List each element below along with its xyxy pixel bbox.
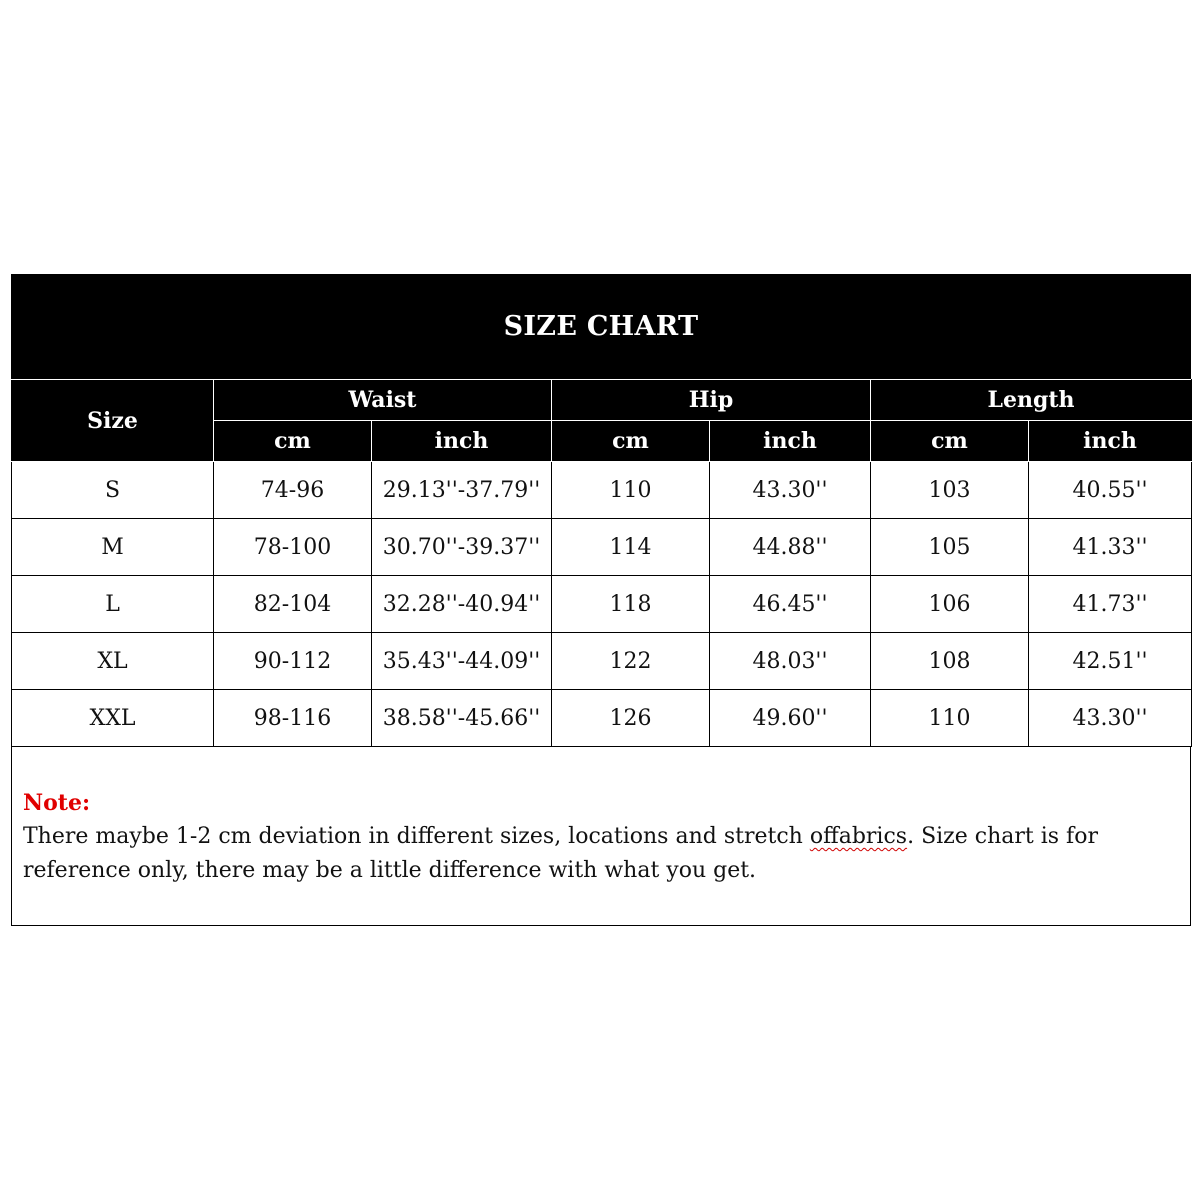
length-inch-cell: 41.73'': [1029, 576, 1192, 633]
size-cell: XL: [12, 633, 214, 690]
chart-title: SIZE CHART: [11, 274, 1191, 379]
length-inch-cell: 41.33'': [1029, 519, 1192, 576]
table-row: [12, 633, 1192, 690]
waist-inch-header: inch: [372, 421, 552, 462]
length-cm-cell: 108: [871, 633, 1029, 690]
table-row: [12, 519, 1192, 576]
waist-inch-cell: 30.70''-39.37'': [372, 519, 552, 576]
spellcheck-flagged-word: offabrics: [809, 824, 908, 849]
waist-inch-cell: 38.58''-45.66'': [372, 690, 552, 747]
waist-cm-cell: 74-96: [214, 462, 372, 519]
size-column-header: Size: [12, 380, 214, 462]
hip-inch-cell: 46.45'': [710, 576, 871, 633]
hip-inch-cell: 44.88'': [710, 519, 871, 576]
waist-group-header: Waist: [214, 380, 552, 421]
hip-inch-cell: 48.03'': [710, 633, 871, 690]
waist-cm-cell: 82-104: [214, 576, 372, 633]
length-cm-cell: 106: [871, 576, 1029, 633]
size-cell: L: [12, 576, 214, 633]
hip-cm-cell: 118: [552, 576, 710, 633]
length-inch-header: inch: [1029, 421, 1192, 462]
table-row: [12, 690, 1192, 747]
size-chart: [11, 274, 1191, 926]
hip-cm-cell: 110: [552, 462, 710, 519]
note-text-before: There maybe 1-2 cm deviation in different sizes, locations and stretch: [23, 824, 810, 849]
length-cm-cell: 110: [871, 690, 1029, 747]
hip-cm-cell: 114: [552, 519, 710, 576]
size-cell: S: [12, 462, 214, 519]
hip-cm-cell: 122: [552, 633, 710, 690]
length-cm-cell: 103: [871, 462, 1029, 519]
waist-inch-cell: 32.28''-40.94'': [372, 576, 552, 633]
waist-cm-cell: 98-116: [214, 690, 372, 747]
waist-inch-cell: 35.43''-44.09'': [372, 633, 552, 690]
table-row: [12, 462, 1192, 519]
note-text: [23, 820, 1183, 888]
waist-inch-cell: 29.13''-37.79'': [372, 462, 552, 519]
hip-group-header: Hip: [552, 380, 871, 421]
hip-inch-header: inch: [710, 421, 871, 462]
size-cell: XXL: [12, 690, 214, 747]
hip-cm-cell: 126: [552, 690, 710, 747]
table-row: [12, 576, 1192, 633]
note-text-after: . Size chart is for reference only, there may be a little difference with what you get.: [23, 824, 1098, 883]
length-cm-cell: 105: [871, 519, 1029, 576]
size-table: [11, 379, 1192, 747]
hip-inch-cell: 43.30'': [710, 462, 871, 519]
length-inch-cell: 42.51'': [1029, 633, 1192, 690]
length-group-header: Length: [871, 380, 1192, 421]
hip-cm-header: cm: [552, 421, 710, 462]
size-cell: M: [12, 519, 214, 576]
waist-cm-header: cm: [214, 421, 372, 462]
hip-inch-cell: 49.60'': [710, 690, 871, 747]
length-cm-header: cm: [871, 421, 1029, 462]
note-label: Note:: [23, 790, 91, 816]
length-inch-cell: 40.55'': [1029, 462, 1192, 519]
waist-cm-cell: 78-100: [214, 519, 372, 576]
length-inch-cell: 43.30'': [1029, 690, 1192, 747]
note-section: [11, 746, 1191, 926]
waist-cm-cell: 90-112: [214, 633, 372, 690]
